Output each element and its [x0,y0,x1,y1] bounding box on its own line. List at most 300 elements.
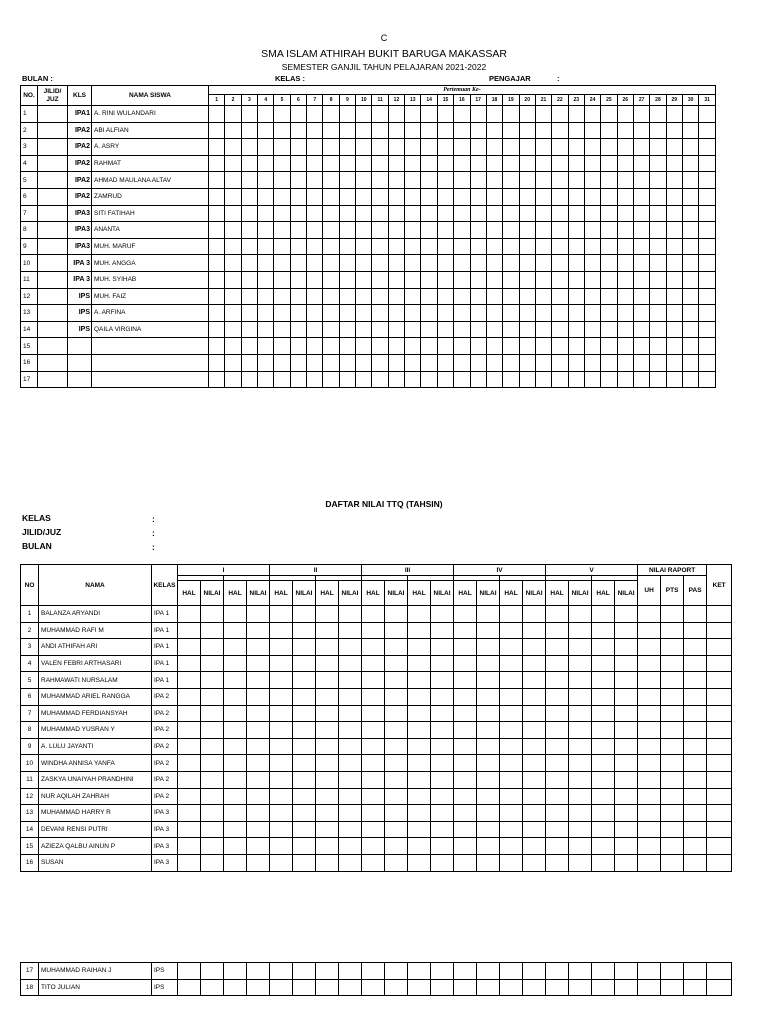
attendance-cell[interactable] [650,155,666,172]
grade-cell[interactable] [339,821,362,838]
attendance-cell[interactable] [290,106,306,123]
attendance-cell[interactable] [519,338,535,355]
grade-cell[interactable] [569,639,592,656]
attendance-cell[interactable] [486,106,502,123]
attendance-cell[interactable] [372,255,388,272]
attendance-cell[interactable] [633,155,649,172]
attendance-cell[interactable] [225,155,241,172]
grade-cell[interactable] [431,655,454,672]
attendance-cell[interactable] [437,106,453,123]
attendance-cell[interactable] [290,338,306,355]
grade-cell[interactable] [316,788,339,805]
attendance-cell[interactable] [274,222,290,239]
attendance-cell[interactable] [290,122,306,139]
attendance-cell[interactable] [584,122,600,139]
attendance-cell[interactable] [519,305,535,322]
attendance-cell[interactable] [405,271,421,288]
grade-cell[interactable] [454,805,477,822]
attendance-cell[interactable] [470,188,486,205]
grade-cell[interactable] [201,821,224,838]
grade-cell[interactable] [500,979,523,996]
grade-cell[interactable] [293,722,316,739]
attendance-cell[interactable] [552,122,568,139]
grade-cell[interactable] [523,755,546,772]
attendance-cell[interactable] [650,271,666,288]
grade-cell[interactable] [201,979,224,996]
grade-cell[interactable] [362,688,385,705]
grade-cell[interactable] [293,854,316,871]
grade-cell[interactable] [523,672,546,689]
grade-cell[interactable] [293,622,316,639]
attendance-cell[interactable] [617,238,633,255]
grade-cell[interactable] [477,963,500,980]
grade-cell[interactable] [293,738,316,755]
attendance-cell[interactable] [307,321,323,338]
grade-cell[interactable] [684,805,707,822]
attendance-cell[interactable] [307,188,323,205]
attendance-cell[interactable] [274,371,290,388]
attendance-cell[interactable] [323,271,339,288]
attendance-cell[interactable] [290,238,306,255]
grade-cell[interactable] [615,738,638,755]
grade-cell[interactable] [523,788,546,805]
attendance-cell[interactable] [633,255,649,272]
grade-cell[interactable] [500,771,523,788]
grade-cell[interactable] [385,771,408,788]
grade-cell[interactable] [316,639,339,656]
attendance-cell[interactable] [421,155,437,172]
attendance-cell[interactable] [356,288,372,305]
grade-cell[interactable] [477,705,500,722]
attendance-cell[interactable] [666,371,682,388]
grade-cell[interactable] [707,639,732,656]
grade-cell[interactable] [431,722,454,739]
grade-cell[interactable] [385,788,408,805]
grade-cell[interactable] [385,639,408,656]
attendance-cell[interactable] [617,338,633,355]
grade-cell[interactable] [500,622,523,639]
attendance-cell[interactable] [650,305,666,322]
attendance-cell[interactable] [388,321,404,338]
attendance-cell[interactable] [454,321,470,338]
grade-cell[interactable] [684,838,707,855]
attendance-cell[interactable] [388,288,404,305]
attendance-cell[interactable] [454,371,470,388]
attendance-cell[interactable] [307,288,323,305]
grade-cell[interactable] [339,639,362,656]
grade-cell[interactable] [339,655,362,672]
grade-cell[interactable] [684,854,707,871]
attendance-cell[interactable] [699,321,716,338]
grade-cell[interactable] [339,788,362,805]
grade-cell[interactable] [362,655,385,672]
grade-cell[interactable] [477,606,500,623]
attendance-cell[interactable] [405,371,421,388]
attendance-cell[interactable] [323,139,339,156]
attendance-cell[interactable] [601,188,617,205]
attendance-cell[interactable] [584,321,600,338]
grade-cell[interactable] [339,672,362,689]
grade-cell[interactable] [477,821,500,838]
attendance-cell[interactable] [388,305,404,322]
grade-cell[interactable] [477,655,500,672]
attendance-cell[interactable] [323,238,339,255]
attendance-cell[interactable] [339,122,355,139]
attendance-cell[interactable] [601,354,617,371]
attendance-cell[interactable] [650,222,666,239]
grade-cell[interactable] [385,622,408,639]
grade-cell[interactable] [592,738,615,755]
grade-cell[interactable] [707,722,732,739]
grade-cell[interactable] [316,606,339,623]
attendance-cell[interactable] [503,222,519,239]
grade-cell[interactable] [362,805,385,822]
grade-cell[interactable] [270,655,293,672]
grade-cell[interactable] [638,622,661,639]
attendance-cell[interactable] [405,305,421,322]
attendance-cell[interactable] [699,255,716,272]
grade-cell[interactable] [684,655,707,672]
grade-cell[interactable] [592,655,615,672]
grade-cell[interactable] [661,963,684,980]
grade-cell[interactable] [431,963,454,980]
grade-cell[interactable] [638,979,661,996]
grade-cell[interactable] [201,672,224,689]
attendance-cell[interactable] [356,371,372,388]
grade-cell[interactable] [707,606,732,623]
grade-cell[interactable] [408,722,431,739]
attendance-cell[interactable] [633,222,649,239]
grade-cell[interactable] [615,688,638,705]
grade-cell[interactable] [201,805,224,822]
attendance-cell[interactable] [454,255,470,272]
attendance-cell[interactable] [682,188,698,205]
grade-cell[interactable] [454,688,477,705]
grade-cell[interactable] [224,963,247,980]
grade-cell[interactable] [707,771,732,788]
grade-cell[interactable] [477,979,500,996]
grade-cell[interactable] [592,854,615,871]
grade-cell[interactable] [408,979,431,996]
attendance-cell[interactable] [307,205,323,222]
grade-cell[interactable] [546,805,569,822]
grade-cell[interactable] [339,705,362,722]
attendance-cell[interactable] [682,338,698,355]
grade-cell[interactable] [339,738,362,755]
attendance-cell[interactable] [633,371,649,388]
attendance-cell[interactable] [209,354,225,371]
grade-cell[interactable] [408,755,431,772]
attendance-cell[interactable] [421,205,437,222]
attendance-cell[interactable] [323,338,339,355]
attendance-cell[interactable] [486,305,502,322]
attendance-cell[interactable] [470,155,486,172]
attendance-cell[interactable] [601,305,617,322]
grade-cell[interactable] [178,622,201,639]
grade-cell[interactable] [362,788,385,805]
grade-cell[interactable] [615,821,638,838]
attendance-cell[interactable] [421,271,437,288]
attendance-cell[interactable] [225,222,241,239]
attendance-cell[interactable] [552,188,568,205]
attendance-cell[interactable] [241,106,257,123]
grade-cell[interactable] [638,606,661,623]
grade-cell[interactable] [523,622,546,639]
grade-cell[interactable] [178,738,201,755]
grade-cell[interactable] [362,821,385,838]
attendance-cell[interactable] [666,255,682,272]
attendance-cell[interactable] [225,321,241,338]
attendance-cell[interactable] [356,255,372,272]
attendance-cell[interactable] [421,222,437,239]
grade-cell[interactable] [201,655,224,672]
attendance-cell[interactable] [666,305,682,322]
grade-cell[interactable] [500,738,523,755]
grade-cell[interactable] [477,771,500,788]
grade-cell[interactable] [270,755,293,772]
attendance-cell[interactable] [584,155,600,172]
attendance-cell[interactable] [241,321,257,338]
grade-cell[interactable] [408,622,431,639]
grade-cell[interactable] [546,821,569,838]
attendance-cell[interactable] [617,321,633,338]
attendance-cell[interactable] [258,271,274,288]
attendance-cell[interactable] [454,188,470,205]
attendance-cell[interactable] [290,139,306,156]
attendance-cell[interactable] [405,122,421,139]
attendance-cell[interactable] [356,155,372,172]
grade-cell[interactable] [707,821,732,838]
attendance-cell[interactable] [682,139,698,156]
attendance-cell[interactable] [274,271,290,288]
attendance-cell[interactable] [633,238,649,255]
attendance-cell[interactable] [372,305,388,322]
grade-cell[interactable] [293,805,316,822]
attendance-cell[interactable] [503,338,519,355]
attendance-cell[interactable] [307,238,323,255]
grade-cell[interactable] [592,788,615,805]
grade-cell[interactable] [500,963,523,980]
grade-cell[interactable] [546,688,569,705]
grade-cell[interactable] [454,655,477,672]
attendance-cell[interactable] [601,155,617,172]
attendance-cell[interactable] [568,255,584,272]
attendance-cell[interactable] [584,354,600,371]
attendance-cell[interactable] [503,305,519,322]
attendance-cell[interactable] [503,271,519,288]
grade-cell[interactable] [316,755,339,772]
attendance-cell[interactable] [405,321,421,338]
grade-cell[interactable] [638,688,661,705]
attendance-cell[interactable] [307,255,323,272]
grade-cell[interactable] [224,622,247,639]
attendance-cell[interactable] [372,172,388,189]
grade-cell[interactable] [362,771,385,788]
attendance-cell[interactable] [258,188,274,205]
attendance-cell[interactable] [650,238,666,255]
grade-cell[interactable] [707,963,732,980]
grade-cell[interactable] [224,639,247,656]
attendance-cell[interactable] [617,288,633,305]
attendance-cell[interactable] [209,122,225,139]
attendance-cell[interactable] [682,271,698,288]
attendance-cell[interactable] [486,338,502,355]
attendance-cell[interactable] [388,155,404,172]
grade-cell[interactable] [385,722,408,739]
attendance-cell[interactable] [699,155,716,172]
grade-cell[interactable] [431,688,454,705]
grade-cell[interactable] [477,788,500,805]
attendance-cell[interactable] [258,371,274,388]
grade-cell[interactable] [477,639,500,656]
attendance-cell[interactable] [519,172,535,189]
grade-cell[interactable] [546,979,569,996]
attendance-cell[interactable] [209,371,225,388]
grade-cell[interactable] [362,963,385,980]
attendance-cell[interactable] [519,255,535,272]
grade-cell[interactable] [661,838,684,855]
grade-cell[interactable] [569,805,592,822]
grade-cell[interactable] [247,854,270,871]
grade-cell[interactable] [684,821,707,838]
attendance-cell[interactable] [339,271,355,288]
attendance-cell[interactable] [519,238,535,255]
grade-cell[interactable] [385,821,408,838]
attendance-cell[interactable] [437,172,453,189]
grade-cell[interactable] [546,788,569,805]
grade-cell[interactable] [684,672,707,689]
attendance-cell[interactable] [437,321,453,338]
attendance-cell[interactable] [274,122,290,139]
attendance-cell[interactable] [437,271,453,288]
grade-cell[interactable] [431,622,454,639]
grade-cell[interactable] [546,755,569,772]
grade-cell[interactable] [707,688,732,705]
attendance-cell[interactable] [519,188,535,205]
attendance-cell[interactable] [274,238,290,255]
grade-cell[interactable] [316,821,339,838]
attendance-cell[interactable] [225,188,241,205]
attendance-cell[interactable] [225,288,241,305]
attendance-cell[interactable] [568,106,584,123]
grade-cell[interactable] [178,821,201,838]
grade-cell[interactable] [661,705,684,722]
grade-cell[interactable] [408,963,431,980]
grade-cell[interactable] [339,979,362,996]
grade-cell[interactable] [454,979,477,996]
attendance-cell[interactable] [535,188,551,205]
attendance-cell[interactable] [421,255,437,272]
attendance-cell[interactable] [519,139,535,156]
grade-cell[interactable] [477,622,500,639]
attendance-cell[interactable] [470,338,486,355]
grade-cell[interactable] [546,622,569,639]
attendance-cell[interactable] [290,271,306,288]
grade-cell[interactable] [431,771,454,788]
grade-cell[interactable] [615,755,638,772]
attendance-cell[interactable] [682,155,698,172]
attendance-cell[interactable] [503,205,519,222]
attendance-cell[interactable] [307,139,323,156]
attendance-cell[interactable] [535,321,551,338]
grade-cell[interactable] [316,805,339,822]
attendance-cell[interactable] [323,122,339,139]
attendance-cell[interactable] [601,338,617,355]
attendance-cell[interactable] [601,139,617,156]
grade-cell[interactable] [707,788,732,805]
attendance-cell[interactable] [209,255,225,272]
grade-cell[interactable] [224,722,247,739]
grade-cell[interactable] [638,788,661,805]
grade-cell[interactable] [316,655,339,672]
grade-cell[interactable] [178,979,201,996]
attendance-cell[interactable] [503,139,519,156]
attendance-cell[interactable] [650,122,666,139]
grade-cell[interactable] [500,854,523,871]
grade-cell[interactable] [362,622,385,639]
grade-cell[interactable] [477,672,500,689]
attendance-cell[interactable] [617,222,633,239]
attendance-cell[interactable] [372,106,388,123]
attendance-cell[interactable] [454,271,470,288]
grade-cell[interactable] [477,854,500,871]
attendance-cell[interactable] [682,288,698,305]
attendance-cell[interactable] [421,305,437,322]
grade-cell[interactable] [385,963,408,980]
grade-cell[interactable] [408,788,431,805]
grade-cell[interactable] [569,854,592,871]
grade-cell[interactable] [477,722,500,739]
attendance-cell[interactable] [535,205,551,222]
attendance-cell[interactable] [699,305,716,322]
grade-cell[interactable] [707,738,732,755]
grade-cell[interactable] [615,963,638,980]
attendance-cell[interactable] [372,155,388,172]
grade-cell[interactable] [178,705,201,722]
attendance-cell[interactable] [584,255,600,272]
attendance-cell[interactable] [209,172,225,189]
attendance-cell[interactable] [617,205,633,222]
grade-cell[interactable] [316,838,339,855]
attendance-cell[interactable] [454,288,470,305]
grade-cell[interactable] [270,606,293,623]
grade-cell[interactable] [270,622,293,639]
grade-cell[interactable] [569,672,592,689]
grade-cell[interactable] [684,722,707,739]
attendance-cell[interactable] [633,288,649,305]
attendance-cell[interactable] [617,354,633,371]
attendance-cell[interactable] [666,205,682,222]
attendance-cell[interactable] [209,222,225,239]
attendance-cell[interactable] [405,188,421,205]
grade-cell[interactable] [201,622,224,639]
grade-cell[interactable] [454,788,477,805]
attendance-cell[interactable] [372,188,388,205]
grade-cell[interactable] [178,854,201,871]
grade-cell[interactable] [178,838,201,855]
grade-cell[interactable] [454,672,477,689]
attendance-cell[interactable] [372,271,388,288]
grade-cell[interactable] [201,838,224,855]
grade-cell[interactable] [661,622,684,639]
attendance-cell[interactable] [568,222,584,239]
grade-cell[interactable] [615,979,638,996]
attendance-cell[interactable] [290,305,306,322]
grade-cell[interactable] [569,979,592,996]
grade-cell[interactable] [454,622,477,639]
attendance-cell[interactable] [486,371,502,388]
grade-cell[interactable] [454,738,477,755]
